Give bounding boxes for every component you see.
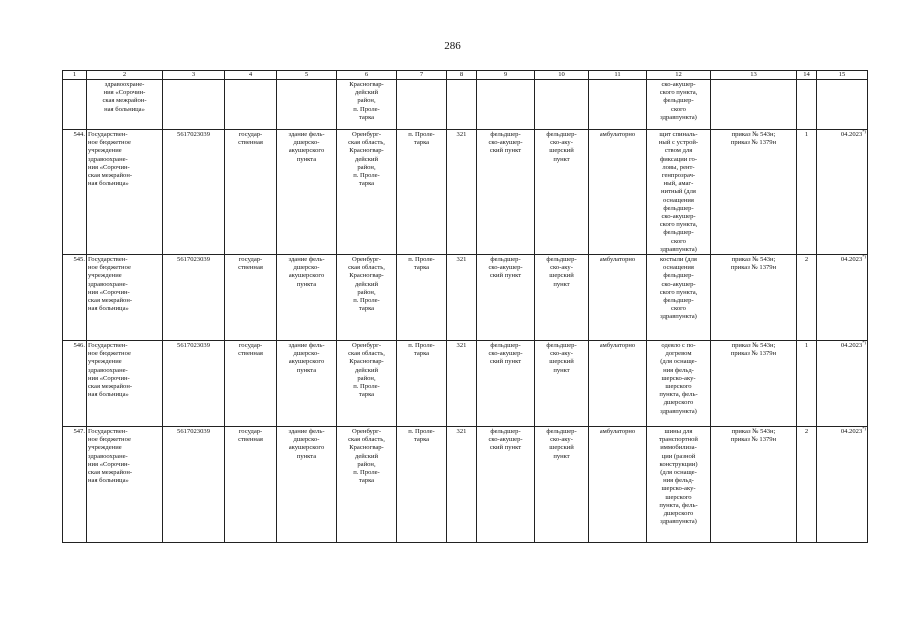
cell-organization: Государствен- ное бюджетное учреждение здравоохране- ния «Сорочин- ская межрайон- ная больница» xyxy=(87,255,163,341)
cell xyxy=(397,80,447,130)
column-number-row xyxy=(63,71,868,80)
cell-date xyxy=(817,341,868,427)
cell-locality: п. Проле- тарка xyxy=(397,341,447,427)
cell-inn: 5617023039 xyxy=(163,341,225,427)
cell-care-form: амбулаторно xyxy=(589,341,647,427)
cell-quantity: 2 xyxy=(797,427,817,543)
cell-care-form: амбулаторно xyxy=(589,427,647,543)
column-number-10: 10 xyxy=(535,71,589,80)
cell xyxy=(817,80,868,130)
cell-address: Оренбург- ская область, Красногвар- дейский район, п. Проле- тарка xyxy=(337,427,397,543)
column-number-2: 2 xyxy=(87,71,163,80)
column-number-15: 15 xyxy=(817,71,868,80)
cell xyxy=(797,80,817,130)
column-number-11: 11 xyxy=(589,71,647,80)
cell-unit-type: фельдшер- ско-акушер- ский пункт xyxy=(477,341,535,427)
footnote-mark: *) xyxy=(862,129,866,134)
cell xyxy=(63,80,87,130)
footnote-mark: *) xyxy=(862,254,866,259)
cell-code: 321 xyxy=(447,130,477,255)
cell xyxy=(225,80,277,130)
cell xyxy=(277,80,337,130)
cell-subunit: фельдшер- ско-аку- шерский пункт xyxy=(535,427,589,543)
page-number: 286 xyxy=(444,40,461,52)
column-number-4: 4 xyxy=(225,71,277,80)
cell-unit-type: фельдшер- ско-акушер- ский пункт xyxy=(477,427,535,543)
cell-code: 321 xyxy=(447,341,477,427)
cell-number: 546. xyxy=(63,341,87,427)
cell-date xyxy=(817,255,868,341)
cell-building: здание фель- дшерско- акушерского пункта xyxy=(277,427,337,543)
cell-equipment: шины для транспортной иммобилиза- ции (разной конструкции) (для оснаще- ния фельд- шерско-аку- шерского пункта, фель- дшерского здравпункта) xyxy=(647,427,711,543)
cell-organization: Государствен- ное бюджетное учреждение здравоохране- ния «Сорочин- ская межрайон- ная больница» xyxy=(87,341,163,427)
table-row xyxy=(63,427,868,543)
cell-code: 321 xyxy=(447,427,477,543)
cell-inn: 5617023039 xyxy=(163,130,225,255)
column-number-8: 8 xyxy=(447,71,477,80)
continuation-row xyxy=(63,80,868,130)
cell-date xyxy=(817,130,868,255)
cell-inn: 5617023039 xyxy=(163,255,225,341)
date-text: 04.2023 xyxy=(840,131,863,138)
cell-number: 545. xyxy=(63,255,87,341)
cell xyxy=(163,80,225,130)
cell-org-continuation: здравоохране- ния «Сорочин- ская межрайон- ная больница» xyxy=(87,80,163,130)
cell-quantity: 2 xyxy=(797,255,817,341)
column-number-14: 14 xyxy=(797,71,817,80)
cell-number: 547. xyxy=(63,427,87,543)
cell xyxy=(589,80,647,130)
column-number-7: 7 xyxy=(397,71,447,80)
table-row xyxy=(63,130,868,255)
cell-order: приказ № 543н; приказ № 1379н xyxy=(711,130,797,255)
cell-unit-type: фельдшер- ско-акушер- ский пункт xyxy=(477,255,535,341)
cell-equipment: одеяло с по- догревом (для оснаще- ния фельд- шерско-аку- шерского пункта, фель- дшерского здравпункта) xyxy=(647,341,711,427)
cell-number: 544. xyxy=(63,130,87,255)
cell xyxy=(535,80,589,130)
table-row xyxy=(63,255,868,341)
cell-ownership: государ- ственная xyxy=(225,341,277,427)
cell-equipment: костыли (для оснащения фельдшер- ско-акушер- ского пункта, фельдшер- ского здравпункта) xyxy=(647,255,711,341)
column-number-9: 9 xyxy=(477,71,535,80)
date-text: 04.2023 xyxy=(840,256,863,264)
cell-quantity: 1 xyxy=(797,130,817,255)
cell-address: Оренбург- ская область, Красногвар- дейский район, п. Проле- тарка xyxy=(337,130,397,255)
cell-ownership: государ- ственная xyxy=(225,255,277,341)
column-number-5: 5 xyxy=(277,71,337,80)
cell-address-continuation: Красногвар- дейский район, п. Проле- тарка xyxy=(337,80,397,130)
cell-quantity: 1 xyxy=(797,341,817,427)
cell-equipment-continuation: ско-акушер- ского пункта, фельдшер- ского здравпункта) xyxy=(647,80,711,130)
cell-subunit: фельдшер- ско-аку- шерский пункт xyxy=(535,130,589,255)
cell-organization: Государствен- ное бюджетное учреждение здравоохране- ния «Сорочин- ская межрайон- ная больница» xyxy=(87,130,163,255)
cell-address: Оренбург- ская область, Красногвар- дейский район, п. Проле- тарка xyxy=(337,341,397,427)
cell-subunit: фельдшер- ско-аку- шерский пункт xyxy=(535,341,589,427)
table-row xyxy=(63,341,868,427)
cell-date xyxy=(817,427,868,543)
cell-inn: 5617023039 xyxy=(163,427,225,543)
date-text: 04.2023 xyxy=(840,428,863,436)
cell-organization: Государствен- ное бюджетное учреждение здравоохране- ния «Сорочин- ская межрайон- ная больница» xyxy=(87,427,163,543)
column-number-6: 6 xyxy=(337,71,397,80)
footnote-mark: *) xyxy=(862,340,866,345)
cell-care-form: амбулаторно xyxy=(589,255,647,341)
cell-ownership: государ- ственная xyxy=(225,130,277,255)
cell xyxy=(477,80,535,130)
cell-unit-type: фельдшер- ско-акушер- ский пункт xyxy=(477,130,535,255)
cell xyxy=(447,80,477,130)
cell-address: Оренбург- ская область, Красногвар- дейский район, п. Проле- тарка xyxy=(337,255,397,341)
cell-building: здание фель- дшерско- акушерского пункта xyxy=(277,130,337,255)
date-text: 04.2023 xyxy=(840,342,863,350)
column-number-3: 3 xyxy=(163,71,225,80)
equipment-table xyxy=(62,70,868,543)
cell-order: приказ № 543н; приказ № 1379н xyxy=(711,427,797,543)
cell-order: приказ № 543н; приказ № 1379н xyxy=(711,255,797,341)
cell-locality: п. Проле- тарка xyxy=(397,130,447,255)
cell-code: 321 xyxy=(447,255,477,341)
cell-building: здание фель- дшерско- акушерского пункта xyxy=(277,341,337,427)
cell xyxy=(711,80,797,130)
cell-locality: п. Проле- тарка xyxy=(397,427,447,543)
cell-building: здание фель- дшерско- акушерского пункта xyxy=(277,255,337,341)
footnote-mark: *) xyxy=(862,426,866,431)
cell-locality: п. Проле- тарка xyxy=(397,255,447,341)
cell-care-form: амбулаторно xyxy=(589,130,647,255)
cell-equipment: щит спиналь- ный с устрой- ством для фиксации го- ловы, рент- генпрозрач- ный, амаг- нитный (для оснащения фельдшер- ско-акушер- ского пункта, фельдшер- ского здравпункта) xyxy=(647,130,711,255)
column-number-1: 1 xyxy=(63,71,87,80)
cell-subunit: фельдшер- ско-аку- шерский пункт xyxy=(535,255,589,341)
column-number-13: 13 xyxy=(711,71,797,80)
cell-order: приказ № 543н; приказ № 1379н xyxy=(711,341,797,427)
cell-ownership: государ- ственная xyxy=(225,427,277,543)
column-number-12: 12 xyxy=(647,71,711,80)
